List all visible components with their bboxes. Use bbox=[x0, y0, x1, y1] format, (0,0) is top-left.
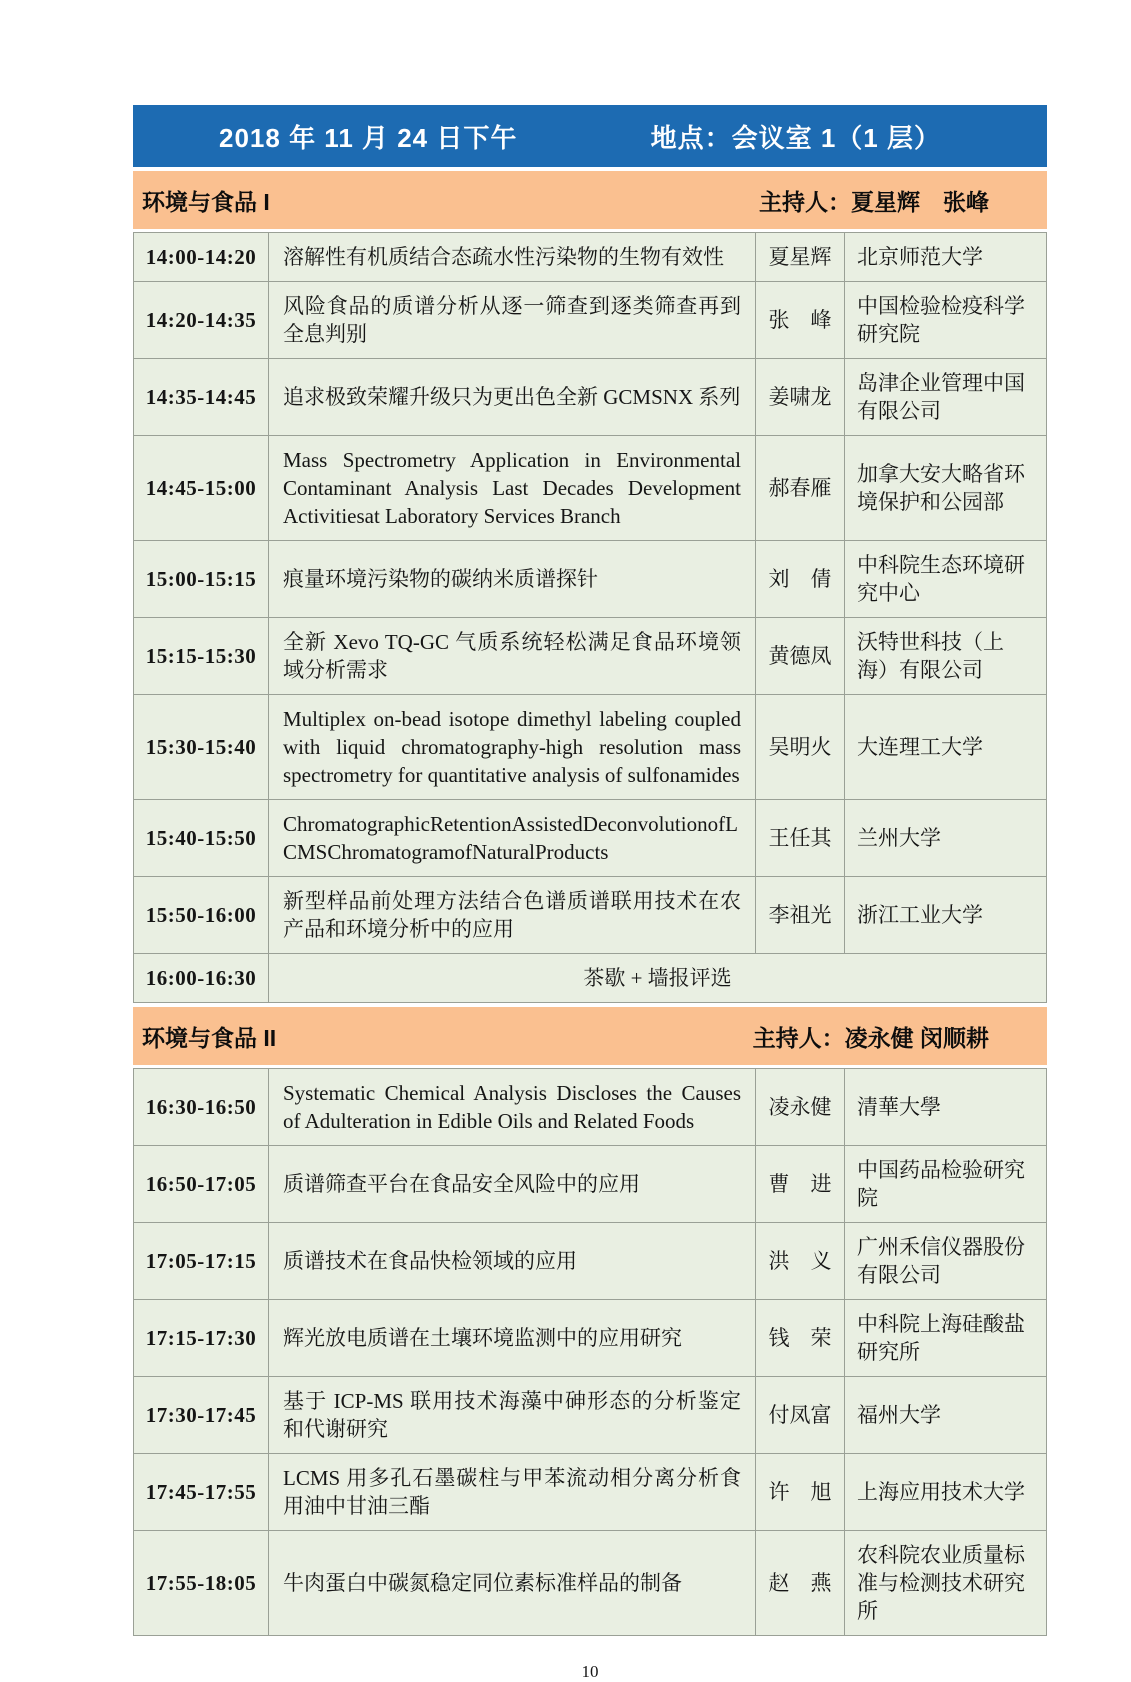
session-speaker: 王任其 bbox=[756, 800, 845, 877]
session-row bbox=[134, 359, 1047, 436]
session-time: 15:00-15:15 bbox=[134, 541, 269, 618]
session-row bbox=[134, 1223, 1047, 1300]
session-talk-title: Systematic Chemical Analysis Discloses the Causes of Adulteration in Edible Oils and Related Foods bbox=[269, 1069, 756, 1146]
session-time: 17:30-17:45 bbox=[134, 1377, 269, 1454]
session-talk-title: ChromatographicRetentionAssistedDeconvolutionofLCMSChromatogramofNaturalProducts bbox=[269, 800, 756, 877]
session-time: 14:35-14:45 bbox=[134, 359, 269, 436]
session-speaker: 夏星辉 bbox=[756, 233, 845, 282]
page-number: 10 bbox=[581, 1662, 599, 1681]
session-speaker: 洪 义 bbox=[756, 1223, 845, 1300]
session-row bbox=[134, 695, 1047, 800]
session-header-bar bbox=[133, 105, 1047, 167]
session-speaker: 张 峰 bbox=[756, 282, 845, 359]
session-affiliation: 加拿大安大略省环境保护和公园部 bbox=[845, 436, 1047, 541]
sections-container bbox=[133, 171, 1047, 1636]
session-talk-title: 基于 ICP-MS 联用技术海藻中砷形态的分析鉴定和代谢研究 bbox=[269, 1377, 756, 1454]
session-speaker: 黄德凤 bbox=[756, 618, 845, 695]
session-row bbox=[134, 1146, 1047, 1223]
session-time: 15:30-15:40 bbox=[134, 695, 269, 800]
session-affiliation: 沃特世科技（上海）有限公司 bbox=[845, 618, 1047, 695]
session-talk-title: 辉光放电质谱在土壤环境监测中的应用研究 bbox=[269, 1300, 756, 1377]
session-time: 16:00-16:30 bbox=[134, 954, 269, 1003]
session-time: 15:50-16:00 bbox=[134, 877, 269, 954]
session-row bbox=[134, 1300, 1047, 1377]
session-row bbox=[134, 877, 1047, 954]
session-talk-title: 全新 Xevo TQ-GC 气质系统轻松满足食品环境领域分析需求 bbox=[269, 618, 756, 695]
session-affiliation: 中国药品检验研究院 bbox=[845, 1146, 1047, 1223]
section-header bbox=[133, 1007, 1047, 1065]
session-row bbox=[134, 436, 1047, 541]
session-speaker: 凌永健 bbox=[756, 1069, 845, 1146]
session-time: 14:00-14:20 bbox=[134, 233, 269, 282]
session-speaker: 曹 进 bbox=[756, 1146, 845, 1223]
session-speaker: 钱 荣 bbox=[756, 1300, 845, 1377]
session-talk-title: Multiplex on-bead isotope dimethyl labeling coupled with liquid chromatography-high resolution mass spectrometry for quantitative analysis of sulfonamides bbox=[269, 695, 756, 800]
session-affiliation: 广州禾信仪器股份有限公司 bbox=[845, 1223, 1047, 1300]
schedule-table bbox=[133, 232, 1047, 1003]
session-talk-title: 溶解性有机质结合态疏水性污染物的生物有效性 bbox=[269, 233, 756, 282]
session-time: 17:45-17:55 bbox=[134, 1454, 269, 1531]
session-row bbox=[134, 1531, 1047, 1636]
section-chair: 主持人：凌永健 闵顺耕 bbox=[752, 1024, 989, 1051]
session-location: 地点：会议室 1（1 层） bbox=[650, 122, 941, 153]
section-header bbox=[133, 171, 1047, 229]
session-time: 14:45-15:00 bbox=[134, 436, 269, 541]
session-affiliation: 中科院生态环境研究中心 bbox=[845, 541, 1047, 618]
session-date: 2018 年 11 月 24 日下午 bbox=[219, 122, 518, 153]
session-time: 16:50-17:05 bbox=[134, 1146, 269, 1223]
session-time: 15:40-15:50 bbox=[134, 800, 269, 877]
session-affiliation: 中国检验检疫科学研究院 bbox=[845, 282, 1047, 359]
session-row bbox=[134, 233, 1047, 282]
section-title: 环境与食品 I bbox=[142, 188, 270, 215]
session-affiliation: 农科院农业质量标准与检测技术研究所 bbox=[845, 1531, 1047, 1636]
session-time: 17:15-17:30 bbox=[134, 1300, 269, 1377]
session-affiliation: 兰州大学 bbox=[845, 800, 1047, 877]
session-talk-title: 追求极致荣耀升级只为更出色全新 GCMSNX 系列 bbox=[269, 359, 756, 436]
session-speaker: 吴明火 bbox=[756, 695, 845, 800]
session-affiliation: 中科院上海硅酸盐研究所 bbox=[845, 1300, 1047, 1377]
session-row bbox=[134, 282, 1047, 359]
session-time: 16:30-16:50 bbox=[134, 1069, 269, 1146]
session-row bbox=[134, 1454, 1047, 1531]
session-row bbox=[134, 618, 1047, 695]
session-speaker: 许 旭 bbox=[756, 1454, 845, 1531]
section-title: 环境与食品 II bbox=[142, 1024, 277, 1051]
session-speaker: 付凤富 bbox=[756, 1377, 845, 1454]
program-section bbox=[133, 171, 1047, 1003]
session-affiliation: 浙江工业大学 bbox=[845, 877, 1047, 954]
session-speaker: 赵 燕 bbox=[756, 1531, 845, 1636]
session-time: 15:15-15:30 bbox=[134, 618, 269, 695]
session-talk-title: Mass Spectrometry Application in Environmental Contaminant Analysis Last Decades Development Activitiesat Laboratory Services Branch bbox=[269, 436, 756, 541]
session-talk-title: 新型样品前处理方法结合色谱质谱联用技术在农产品和环境分析中的应用 bbox=[269, 877, 756, 954]
break-label: 茶歇 + 墙报评选 bbox=[269, 954, 1047, 1003]
session-row bbox=[134, 1377, 1047, 1454]
session-affiliation: 北京师范大学 bbox=[845, 233, 1047, 282]
session-row bbox=[134, 541, 1047, 618]
session-affiliation: 福州大学 bbox=[845, 1377, 1047, 1454]
session-talk-title: 痕量环境污染物的碳纳米质谱探针 bbox=[269, 541, 756, 618]
session-row bbox=[134, 800, 1047, 877]
session-row bbox=[134, 1069, 1047, 1146]
session-affiliation: 岛津企业管理中国有限公司 bbox=[845, 359, 1047, 436]
session-time: 17:55-18:05 bbox=[134, 1531, 269, 1636]
session-affiliation: 上海应用技术大学 bbox=[845, 1454, 1047, 1531]
session-talk-title: LCMS 用多孔石墨碳柱与甲苯流动相分离分析食用油中甘油三酯 bbox=[269, 1454, 756, 1531]
session-talk-title: 质谱筛查平台在食品安全风险中的应用 bbox=[269, 1146, 756, 1223]
session-affiliation: 清華大學 bbox=[845, 1069, 1047, 1146]
schedule-table bbox=[133, 1068, 1047, 1636]
session-time: 14:20-14:35 bbox=[134, 282, 269, 359]
session-speaker: 姜啸龙 bbox=[756, 359, 845, 436]
break-row bbox=[134, 954, 1047, 1003]
session-speaker: 刘 倩 bbox=[756, 541, 845, 618]
program-section bbox=[133, 1007, 1047, 1636]
session-speaker: 李祖光 bbox=[756, 877, 845, 954]
program-page bbox=[133, 105, 1047, 1682]
session-time: 17:05-17:15 bbox=[134, 1223, 269, 1300]
session-talk-title: 质谱技术在食品快检领域的应用 bbox=[269, 1223, 756, 1300]
session-talk-title: 风险食品的质谱分析从逐一筛查到逐类筛查再到全息判别 bbox=[269, 282, 756, 359]
session-affiliation: 大连理工大学 bbox=[845, 695, 1047, 800]
session-speaker: 郝春雁 bbox=[756, 436, 845, 541]
session-talk-title: 牛肉蛋白中碳氮稳定同位素标准样品的制备 bbox=[269, 1531, 756, 1636]
section-chair: 主持人：夏星辉 张峰 bbox=[759, 188, 989, 215]
